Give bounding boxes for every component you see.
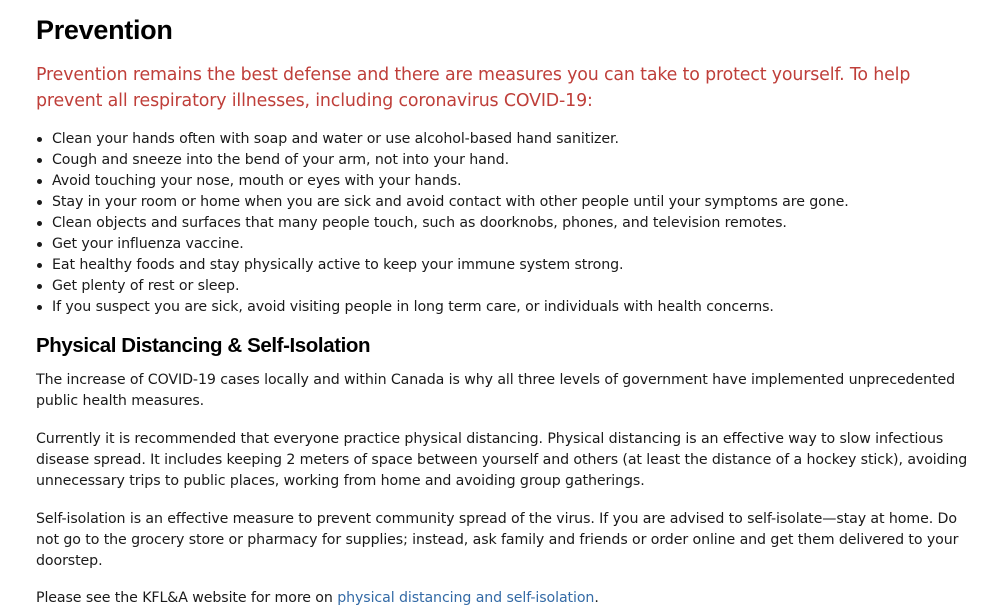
list-item: If you suspect you are sick, avoid visiting people in long term care, or individuals with health concerns.: [52, 297, 975, 318]
more-info-prefix: Please see the KFL&A website for more on: [36, 590, 338, 606]
more-info-suffix: .: [594, 590, 599, 606]
list-item: Stay in your room or home when you are sick and avoid contact with other people until your symptoms are gone.: [52, 192, 975, 213]
prevention-list: [36, 129, 975, 318]
paragraph: The increase of COVID-19 cases locally and within Canada is why all three levels of government have implemented unprecedented public health measures.: [36, 372, 956, 409]
paragraph: Currently it is recommended that everyone practice physical distancing. Physical distancing is an effective way to slow infectious disease spread. It includes keeping 2 meters of space between yourself and others (at least the distance of a hockey stick), avoiding unnecessary trips to public places, working from home and avoiding group gatherings.: [36, 431, 968, 489]
intro-text: Prevention remains the best defense and there are measures you can take to protect yourself. To help prevent all respiratory illnesses, including coronavirus COVID-19:: [36, 65, 911, 111]
list-item: Avoid touching your nose, mouth or eyes with your hands.: [52, 171, 975, 192]
list-item: Get plenty of rest or sleep.: [52, 276, 975, 297]
paragraph: Self-isolation is an effective measure to prevent community spread of the virus. If you are advised to self-isolate—stay at home. Do not go to the grocery store or pharmacy for supplies; instead, ask family and friends or order online and get them delivered to your doorstep.: [36, 511, 959, 569]
section-heading: Physical Distancing & Self-Isolation: [36, 334, 371, 357]
list-item: Cough and sneeze into the bend of your arm, not into your hand.: [52, 150, 975, 171]
paragraph-more-info: [36, 588, 975, 609]
page-title: Prevention: [36, 15, 173, 45]
distancing-isolation-link[interactable]: physical distancing and self-isolation: [337, 590, 595, 606]
list-item: Get your influenza vaccine.: [52, 234, 975, 255]
list-item: Eat healthy foods and stay physically active to keep your immune system strong.: [52, 255, 975, 276]
list-item: Clean objects and surfaces that many people touch, such as doorknobs, phones, and television remotes.: [52, 213, 975, 234]
list-item: Clean your hands often with soap and water or use alcohol-based hand sanitizer.: [52, 129, 975, 150]
